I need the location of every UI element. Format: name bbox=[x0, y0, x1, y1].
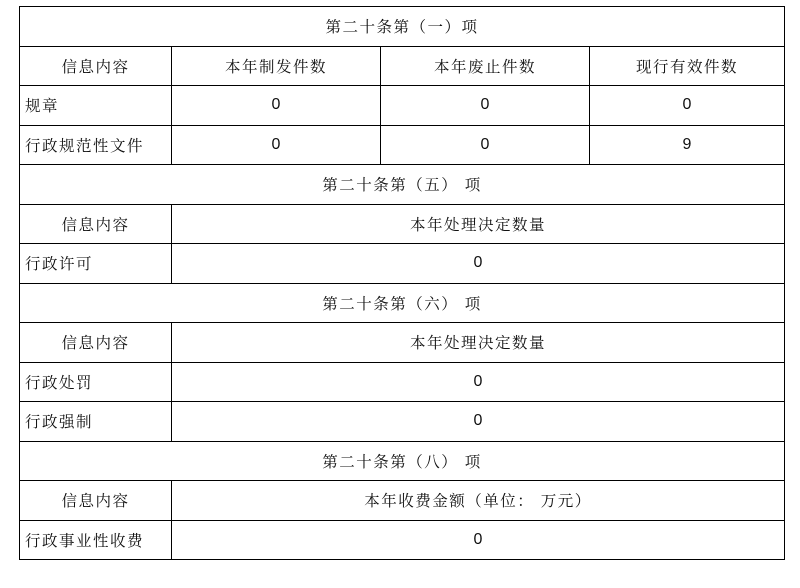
issued-count-value: 0 bbox=[172, 125, 381, 165]
header-issued-count: 本年制发件数 bbox=[172, 46, 381, 86]
table-row bbox=[20, 244, 785, 284]
decision-count-value: 0 bbox=[172, 362, 785, 402]
header-decision-count: 本年处理决定数量 bbox=[172, 204, 785, 244]
row-label: 行政许可 bbox=[20, 244, 172, 284]
header-in-force-count: 现行有效件数 bbox=[590, 46, 785, 86]
header-row bbox=[20, 323, 785, 363]
decision-count-value: 0 bbox=[172, 402, 785, 442]
section-title: 第二十条第（八） 项 bbox=[20, 441, 785, 481]
header-decision-count: 本年处理决定数量 bbox=[172, 323, 785, 363]
header-repealed-count: 本年废止件数 bbox=[381, 46, 590, 86]
repealed-count-value: 0 bbox=[381, 86, 590, 126]
row-label: 行政事业性收费 bbox=[20, 520, 172, 560]
table-row bbox=[20, 362, 785, 402]
section-title-row bbox=[20, 165, 785, 205]
row-label: 行政规范性文件 bbox=[20, 125, 172, 165]
section-title: 第二十条第（六） 项 bbox=[20, 283, 785, 323]
header-row bbox=[20, 204, 785, 244]
in-force-count-value: 0 bbox=[590, 86, 785, 126]
section-title-row bbox=[20, 7, 785, 47]
in-force-count-value: 9 bbox=[590, 125, 785, 165]
header-fee-amount: 本年收费金额（单位： 万元） bbox=[172, 481, 785, 521]
row-label: 行政处罚 bbox=[20, 362, 172, 402]
header-row bbox=[20, 481, 785, 521]
header-info-content: 信息内容 bbox=[20, 46, 172, 86]
section-title-row bbox=[20, 441, 785, 481]
row-label: 行政强制 bbox=[20, 402, 172, 442]
table-row bbox=[20, 402, 785, 442]
section-title: 第二十条第（五） 项 bbox=[20, 165, 785, 205]
decision-count-value: 0 bbox=[172, 244, 785, 284]
disclosure-table-container bbox=[19, 6, 784, 560]
header-info-content: 信息内容 bbox=[20, 481, 172, 521]
disclosure-table bbox=[19, 6, 785, 560]
repealed-count-value: 0 bbox=[381, 125, 590, 165]
header-info-content: 信息内容 bbox=[20, 204, 172, 244]
section-title: 第二十条第（一）项 bbox=[20, 7, 785, 47]
table-row bbox=[20, 520, 785, 560]
header-info-content: 信息内容 bbox=[20, 323, 172, 363]
table-row bbox=[20, 125, 785, 165]
issued-count-value: 0 bbox=[172, 86, 381, 126]
row-label: 规章 bbox=[20, 86, 172, 126]
table-row bbox=[20, 86, 785, 126]
section-title-row bbox=[20, 283, 785, 323]
header-row bbox=[20, 46, 785, 86]
fee-amount-value: 0 bbox=[172, 520, 785, 560]
